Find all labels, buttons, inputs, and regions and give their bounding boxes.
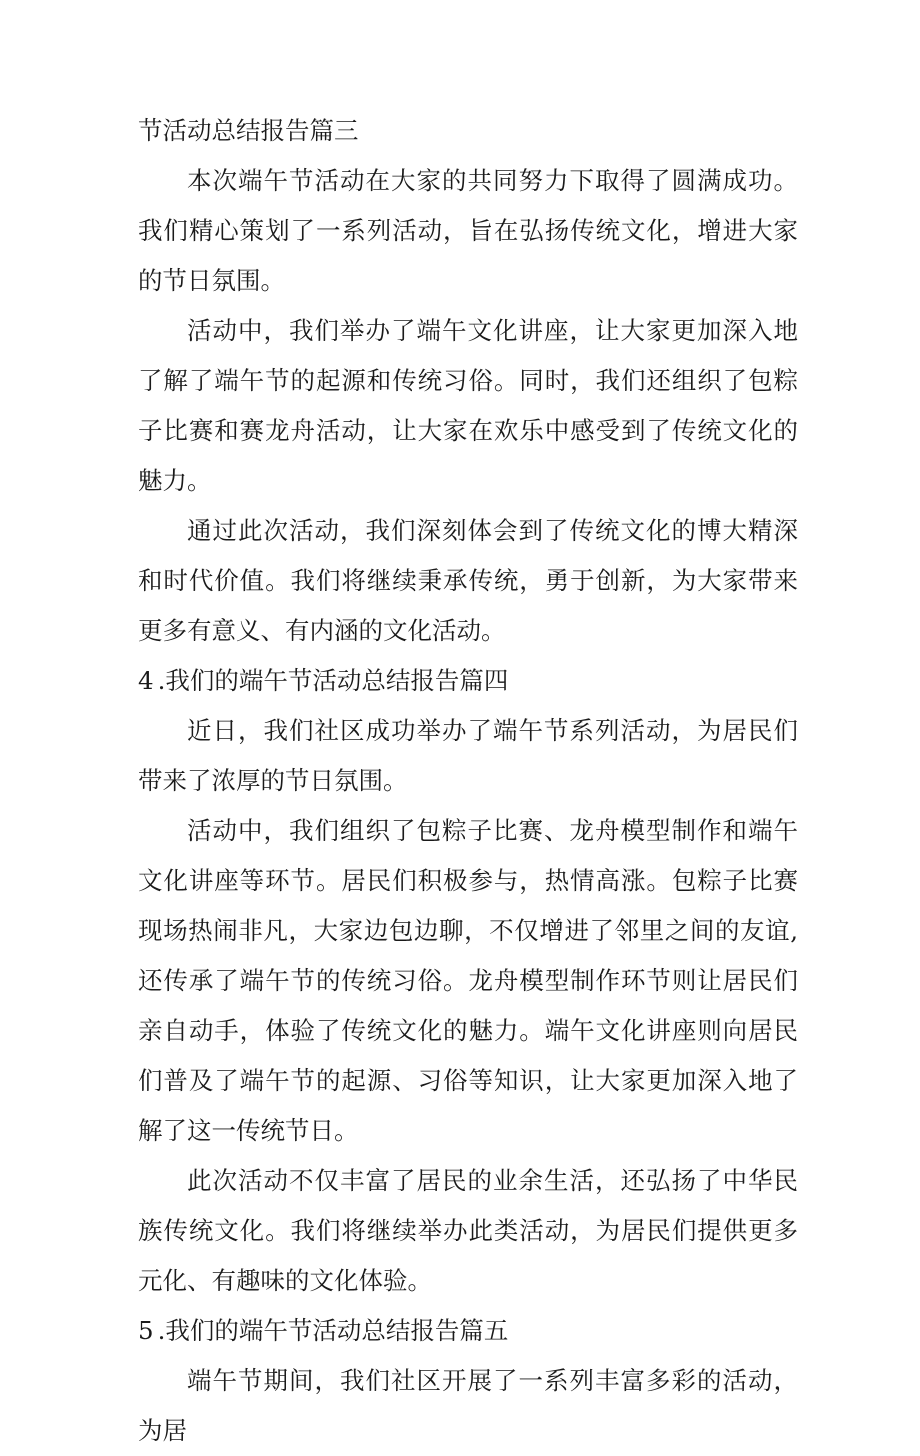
section-5-number: 5 (138, 1316, 154, 1345)
section-5-title: .我们的端午节活动总结报告篇五 (157, 1316, 509, 1345)
section-3-paragraph-1: 本次端午节活动在大家的共同努力下取得了圆满成功。我们精心策划了一系列活动，旨在弘扬传统文化，增进大家的节日氛围。 (138, 166, 798, 295)
section-4-paragraph-1: 近日，我们社区成功举办了端午节系列活动，为居民们带来了浓厚的节日氛围。 (138, 716, 798, 795)
document-page (138, 106, 798, 1456)
section-3-heading-tail: 节活动总结报告篇三 (138, 116, 359, 145)
section-4-paragraph-3: 此次活动不仅丰富了居民的业余生活，还弘扬了中华民族传统文化。我们将继续举办此类活动，为居民们提供更多元化、有趣味的文化体验。 (138, 1166, 798, 1295)
section-5-paragraph-1: 端午节期间，我们社区开展了一系列丰富多彩的活动，为居 (138, 1366, 798, 1445)
section-3-paragraph-3: 通过此次活动，我们深刻体会到了传统文化的博大精深和时代价值。我们将继续秉承传统，勇于创新，为大家带来更多有意义、有内涵的文化活动。 (138, 516, 798, 645)
section-4-number: 4 (138, 666, 154, 695)
section-3-paragraph-2: 活动中，我们举办了端午文化讲座，让大家更加深入地了解了端午节的起源和传统习俗。同时，我们还组织了包粽子比赛和赛龙舟活动，让大家在欢乐中感受到了传统文化的魅力。 (138, 316, 798, 495)
section-4-paragraph-2: 活动中，我们组织了包粽子比赛、龙舟模型制作和端午文化讲座等环节。居民们积极参与，热情高涨。包粽子比赛现场热闹非凡，大家边包边聊，不仅增进了邻里之间的友谊,还传承了端午节的传统习俗。龙舟模型制作环节则让居民们亲自动手，体验了传统文化的魅力。端午文化讲座则向居民们普及了端午节的起源、习俗等知识，让大家更加深入地了解了这一传统节日。 (138, 816, 798, 1145)
section-4-heading (138, 656, 798, 706)
section-5-heading (138, 1306, 798, 1356)
section-4-title: .我们的端午节活动总结报告篇四 (157, 666, 509, 695)
